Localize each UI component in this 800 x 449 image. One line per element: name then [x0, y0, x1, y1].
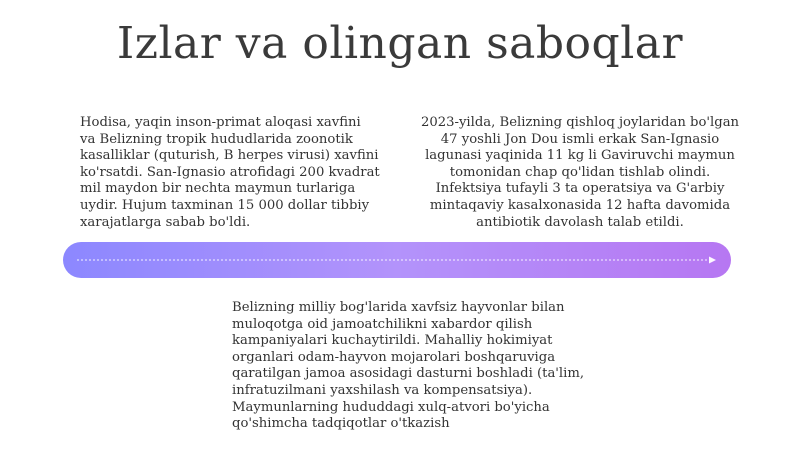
timeline-arrow-icon	[63, 242, 731, 278]
timeline-bar	[63, 242, 731, 278]
left-text-block: Hodisa, yaqin inson-primat aloqasi xavfini va Belizning tropik hududlarida zoonotik kasalliklar (quturish, B herpes virusi) xavfini ko'rsatdi. San-Ignasio atrofidagi 200 kvadrat mil maydon bir nechta maymun turlariga uydir. Hujum taxminan 15 000 dollar tibbiy xarajatlarga sabab bo'ldi.	[80, 115, 380, 230]
bottom-text-block: Belizning milliy bog'larida xavfsiz hayvonlar bilan muloqotga oid jamoatchilikni xabardor qilish kampaniyalari kuchaytirildi. Mahalliy hokimiyat organlari odam-hayvon mojarolari boshqaruviga qaratilgan jamoa asosidagi dasturni boshladi (ta'lim, infratuzilmani yaxshilash va kompensatsiya). Maymunlarning hududdagi xulq-atvori bo'yicha qo'shimcha tadqiqotlar o'tkazish	[232, 300, 585, 432]
slide-title: Izlar va olingan saboqlar	[116, 18, 684, 69]
right-text-block: 2023-yilda, Belizning qishloq joylaridan bo'lgan 47 yoshli Jon Dou ismli erkak San-Ignasio lagunasi yaqinida 11 kg li Gaviruvchi maymun tomonidan chap qo'lidan tishlab olindi. Infektsiya tufayli 3 ta operatsiya va G'arbiy mintaqaviy kasalxonasida 12 hafta davomida antibiotik davolash talab etildi.	[420, 115, 740, 230]
